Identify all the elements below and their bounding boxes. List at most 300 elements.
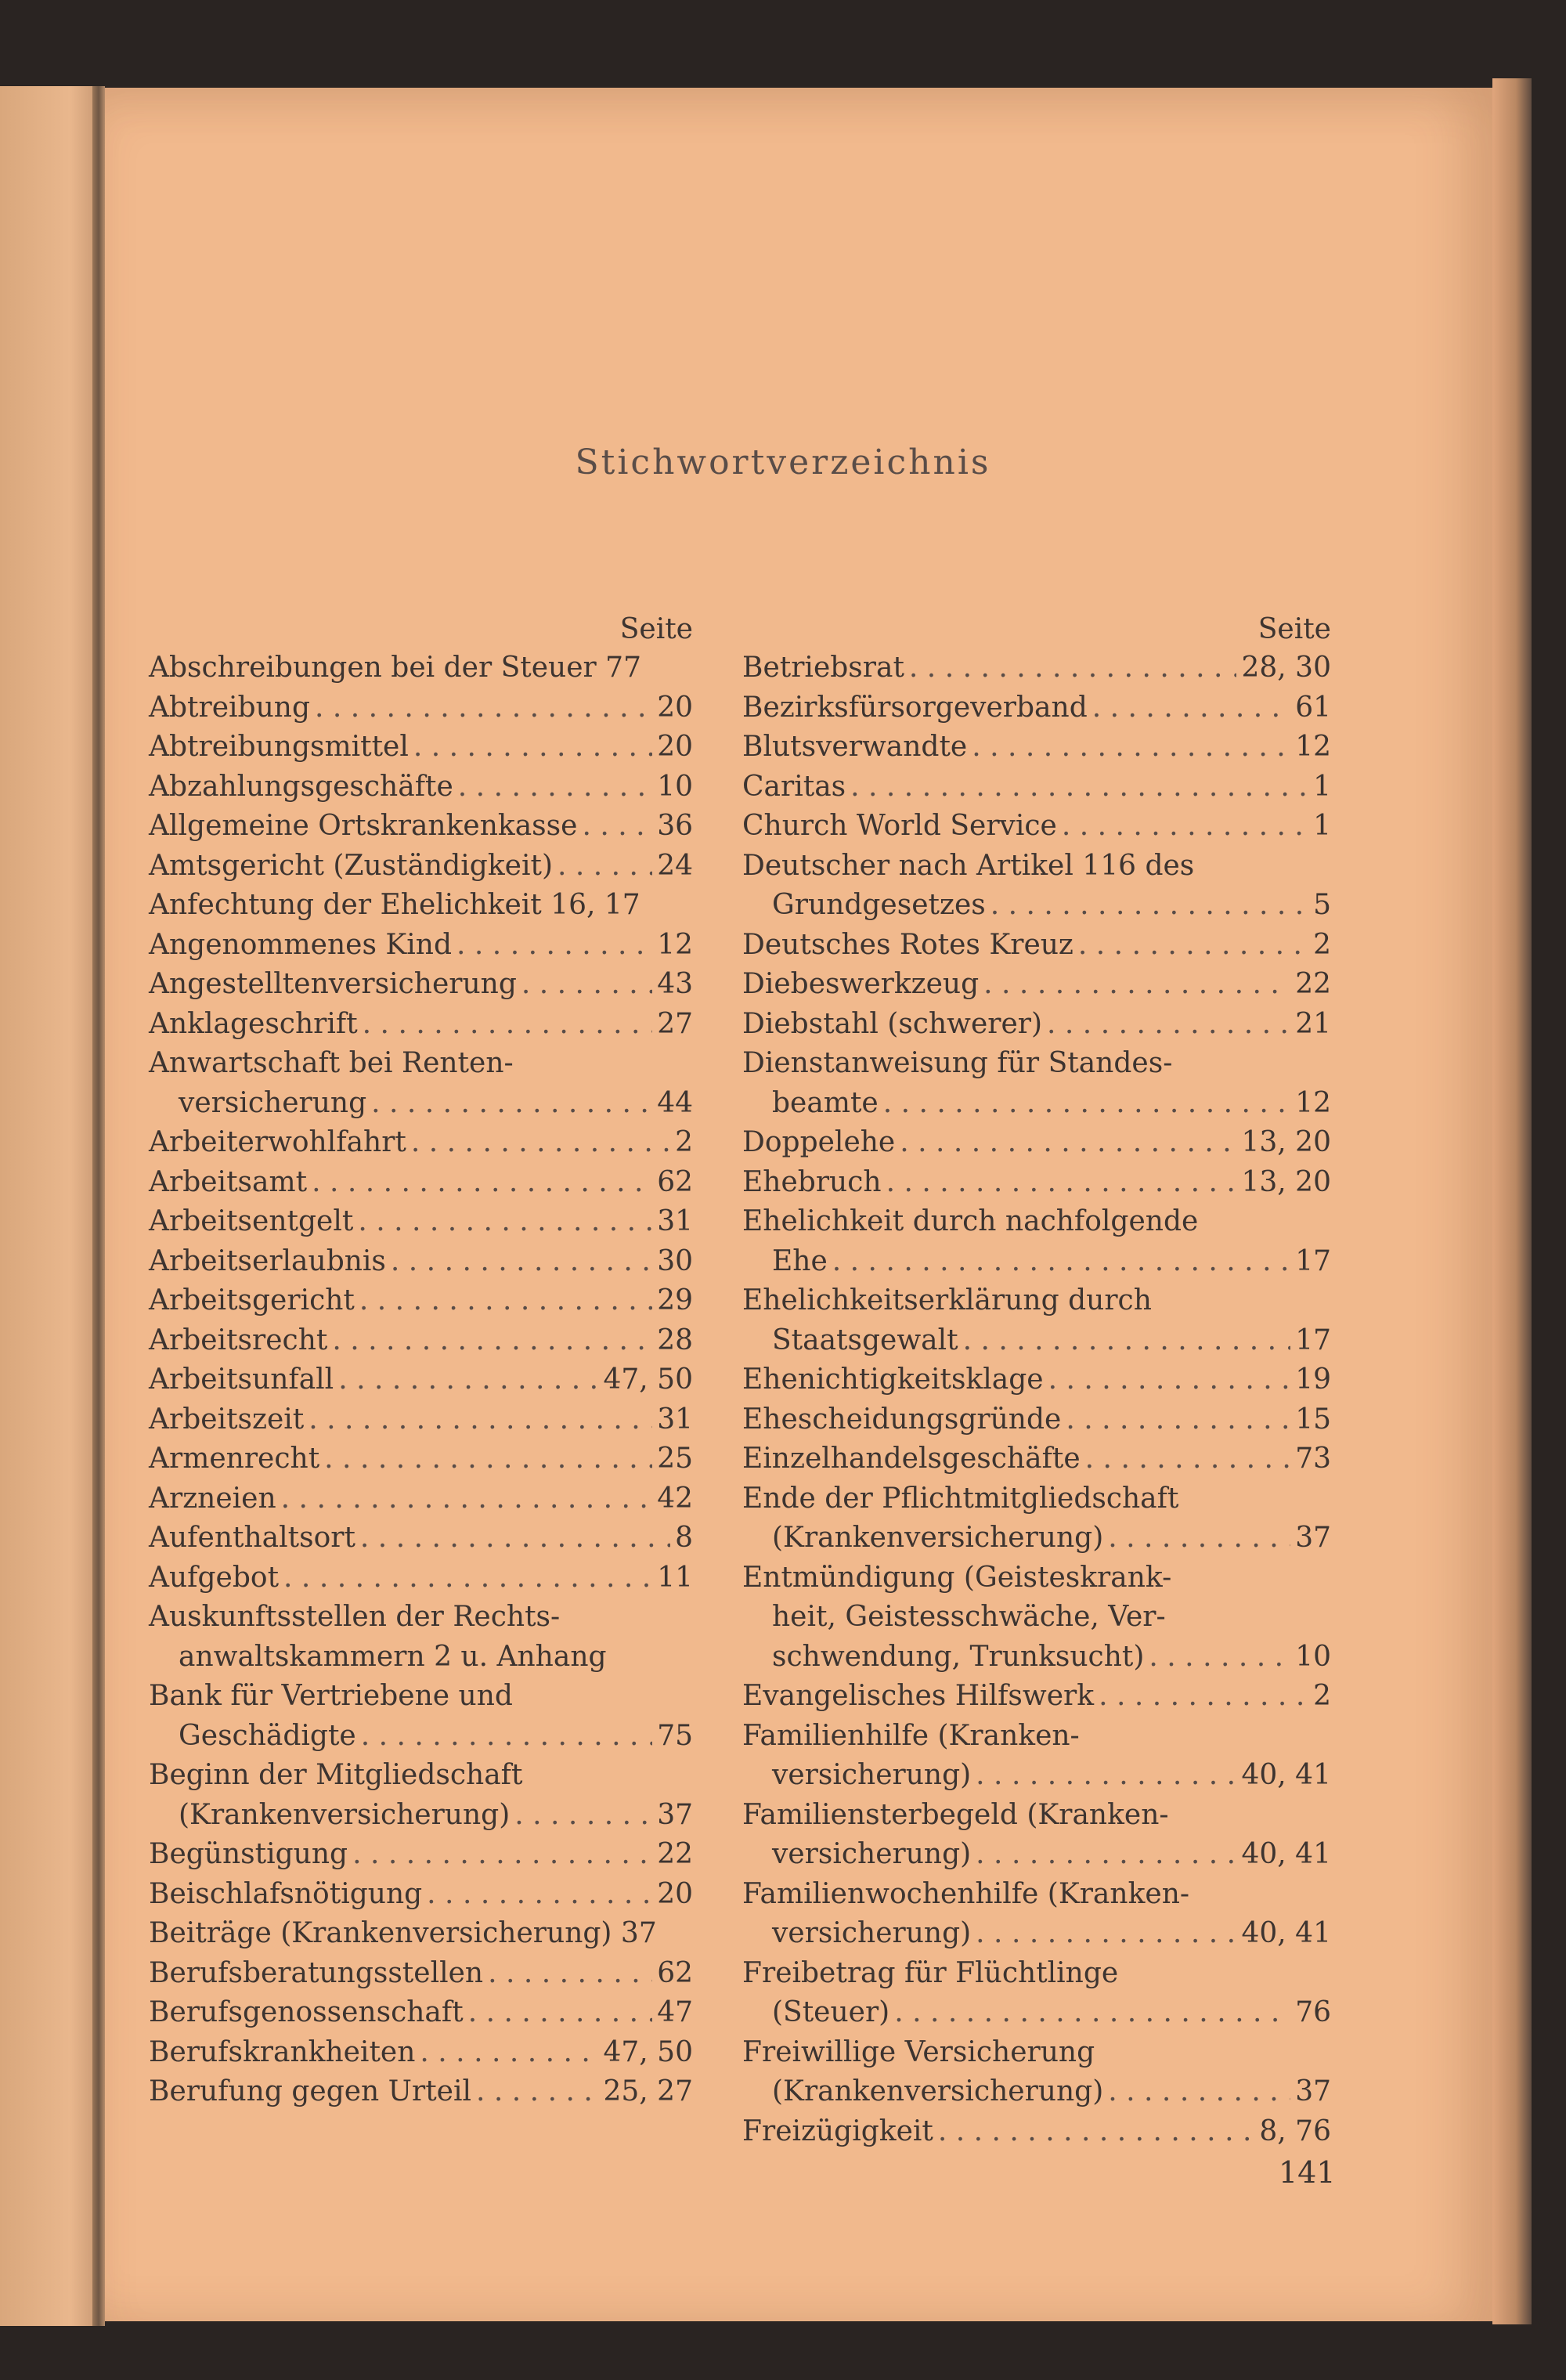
entry-line	[149, 767, 693, 807]
index-entry	[742, 1281, 1331, 1360]
page-reference: 2	[675, 1126, 693, 1158]
index-entry	[742, 1479, 1331, 1558]
page-reference: 1	[1313, 770, 1331, 803]
entry-term: Angenommenes Kind	[149, 928, 453, 961]
entry-term: Familienhilfe (Kranken-	[742, 1719, 1080, 1752]
entry-term: Arbeitsentgelt	[149, 1205, 354, 1237]
dot-leader	[1099, 1677, 1308, 1717]
entry-term: Bank für Vertriebene und	[149, 1680, 513, 1712]
dot-leader	[850, 767, 1308, 807]
page-reference: 37	[1295, 2075, 1331, 2107]
dot-leader	[972, 728, 1290, 767]
page-reference: 40, 41	[1241, 1838, 1331, 1870]
entry-continuation: versicherung	[179, 1086, 367, 1119]
page-reference: 12	[1295, 731, 1331, 763]
entry-line	[149, 1321, 693, 1361]
index-entry	[742, 688, 1331, 728]
page-reference: 17	[1295, 1324, 1331, 1356]
dot-leader	[1108, 2072, 1290, 2112]
index-entry	[149, 1242, 693, 1282]
entry-term: Arbeitszeit	[149, 1403, 305, 1436]
entry-continuation: Grundgesetzes	[772, 889, 986, 921]
page-reference: 47, 50	[603, 1363, 693, 1396]
entry-line	[149, 1044, 693, 1084]
entry-line	[742, 1993, 1331, 2033]
index-entry	[149, 648, 693, 688]
page-reference: 25	[657, 1443, 693, 1475]
index-entry	[742, 1005, 1331, 1045]
dot-leader	[427, 1875, 652, 1915]
index-entry	[149, 1677, 693, 1756]
entry-line	[742, 1044, 1331, 1084]
page-reference: 47	[657, 1996, 693, 2028]
index-entry	[742, 1202, 1331, 1281]
page-reference: 8	[675, 1522, 693, 1554]
index-column-right	[742, 611, 1331, 2151]
index-entry	[149, 1756, 693, 1835]
page-reference: 10	[1295, 1640, 1331, 1673]
entry-line	[149, 648, 693, 688]
entry-term: Dienstanweisung für Standes-	[742, 1047, 1173, 1079]
page-reference: 22	[657, 1838, 693, 1870]
entry-line	[149, 688, 693, 728]
page-reference: 17	[1295, 1244, 1331, 1277]
entry-term: Ehelichkeit durch nachfolgende	[742, 1205, 1199, 1237]
entry-term: Beiträge (Krankenversicherung) 37	[149, 1917, 657, 1949]
dot-leader	[476, 2072, 598, 2112]
entry-line	[149, 965, 693, 1005]
dot-leader	[990, 886, 1308, 926]
entry-line	[742, 1756, 1331, 1796]
entry-continuation: Geschädigte	[179, 1719, 356, 1752]
entry-line	[742, 1954, 1331, 1994]
entry-line	[742, 1717, 1331, 1757]
column-header: Seite	[619, 613, 693, 645]
entry-term: Arbeitserlaubnis	[149, 1244, 386, 1277]
entry-line	[742, 1242, 1331, 1282]
entry-line	[742, 767, 1331, 807]
index-entry	[149, 2033, 693, 2073]
index-entry	[149, 728, 693, 767]
page-reference: 31	[657, 1403, 693, 1436]
index-entry	[149, 926, 693, 966]
entry-line	[742, 1084, 1331, 1124]
page-reference: 28, 30	[1241, 652, 1331, 684]
page-reference: 29	[657, 1284, 693, 1316]
entry-term: Ende der Pflichtmitgliedschaft	[742, 1482, 1179, 1515]
index-entry	[149, 886, 693, 926]
page-reference: 13, 20	[1241, 1165, 1331, 1198]
page-reference: 19	[1295, 1363, 1331, 1396]
entry-list	[149, 648, 693, 2112]
index-entry	[742, 807, 1331, 847]
entry-line	[742, 1875, 1331, 1915]
dot-leader	[315, 688, 652, 728]
page-reference: 2	[1313, 928, 1331, 961]
entry-term: Berufung gegen Urteil	[149, 2075, 472, 2107]
index-column-left	[149, 611, 693, 2112]
page-reference: 31	[657, 1205, 693, 1237]
page-reference: 21	[1295, 1007, 1331, 1040]
entry-term: Berufskrankheiten	[149, 2035, 416, 2068]
index-entry	[149, 807, 693, 847]
entry-line	[149, 1202, 693, 1242]
entry-continuation: (Krankenversicherung)	[772, 1522, 1104, 1554]
index-entry	[742, 767, 1331, 807]
page-reference: 37	[1295, 1522, 1331, 1554]
page-reference: 10	[657, 770, 693, 803]
dot-leader	[1047, 1005, 1290, 1045]
dot-leader	[976, 1756, 1236, 1796]
entry-line	[149, 1439, 693, 1479]
entry-line	[742, 926, 1331, 966]
index-entry	[149, 1321, 693, 1361]
entry-term: Abzahlungsgeschäfte	[149, 770, 453, 803]
entry-term: Church World Service	[742, 810, 1057, 842]
dot-leader	[359, 1281, 652, 1321]
entry-term: Begünstigung	[149, 1838, 348, 1870]
dot-leader	[1062, 807, 1308, 847]
page-reference: 12	[1295, 1086, 1331, 1119]
entry-term: Arbeitsamt	[149, 1165, 308, 1198]
entry-term: Freibetrag für Flüchtlinge	[742, 1956, 1119, 1989]
index-entry	[149, 1400, 693, 1440]
entry-term: Ehelichkeitserklärung durch	[742, 1284, 1152, 1316]
entry-term: Freizügigkeit	[742, 2115, 933, 2147]
dot-leader	[363, 1005, 653, 1045]
index-entry	[149, 1519, 693, 1558]
index-entry	[742, 1400, 1331, 1440]
dot-leader	[1078, 926, 1308, 966]
entry-line	[149, 1993, 693, 2033]
index-entry	[742, 1439, 1331, 1479]
entry-line	[149, 1638, 693, 1678]
entry-term: Deutsches Rotes Kreuz	[742, 928, 1073, 961]
index-entry	[149, 1993, 693, 2033]
index-entry	[742, 926, 1331, 966]
dot-leader	[557, 847, 652, 887]
dot-leader	[1108, 1519, 1290, 1558]
entry-line	[149, 1360, 693, 1400]
page-number: 141	[1279, 2155, 1336, 2190]
index-entry	[742, 1677, 1331, 1717]
page-reference: 73	[1295, 1443, 1331, 1475]
dot-leader	[352, 1835, 652, 1875]
index-entry	[742, 965, 1331, 1005]
entry-term: Armenrecht	[149, 1443, 320, 1475]
index-entry	[149, 1835, 693, 1875]
page-reference: 40, 41	[1241, 1917, 1331, 1949]
dot-leader	[309, 1400, 652, 1440]
entry-line	[742, 1835, 1331, 1875]
dot-leader	[458, 767, 652, 807]
index-entry	[149, 767, 693, 807]
entry-line	[742, 1163, 1331, 1203]
index-entry	[742, 728, 1331, 767]
dot-leader	[332, 1321, 652, 1361]
entry-term: Anklageschrift	[149, 1007, 358, 1040]
dot-leader	[832, 1242, 1290, 1282]
entry-line	[742, 688, 1331, 728]
entry-term: Entmündigung (Geisteskrank-	[742, 1561, 1172, 1594]
entry-line	[149, 1400, 693, 1440]
entry-term: Bezirksfürsorgeverband	[742, 691, 1088, 724]
index-entry	[149, 688, 693, 728]
entry-line	[742, 965, 1331, 1005]
index-entry	[149, 1360, 693, 1400]
column-header: Seite	[1257, 613, 1331, 645]
index-entry	[742, 1123, 1331, 1163]
entry-continuation: versicherung)	[772, 1838, 972, 1870]
entry-line	[149, 1242, 693, 1282]
index-entry	[149, 1954, 693, 1994]
entry-line	[149, 1281, 693, 1321]
index-entry	[149, 847, 693, 887]
index-entry	[742, 2112, 1331, 2152]
dot-leader	[488, 1954, 652, 1994]
page-reference: 62	[657, 1165, 693, 1198]
entry-line	[742, 886, 1331, 926]
entry-continuation: versicherung)	[772, 1759, 972, 1791]
entry-continuation: beamte	[772, 1086, 879, 1119]
entry-line	[149, 1875, 693, 1915]
entry-term: Doppelehe	[742, 1126, 896, 1158]
dot-leader	[1085, 1439, 1291, 1479]
page-reference: 27	[657, 1007, 693, 1040]
page-stack-edge	[1492, 78, 1532, 2324]
entry-continuation: (Krankenversicherung)	[179, 1798, 511, 1831]
entry-term: Diebeswerkzeug	[742, 968, 980, 1000]
entry-term: Abtreibung	[149, 691, 310, 724]
index-entry	[149, 1123, 693, 1163]
dot-leader	[338, 1360, 598, 1400]
entry-line	[742, 1598, 1331, 1638]
entry-term: Arbeitsunfall	[149, 1363, 334, 1396]
entry-line	[742, 1400, 1331, 1440]
entry-term: Arbeitsgericht	[149, 1284, 355, 1316]
index-entry	[149, 1914, 693, 1954]
dot-leader	[324, 1439, 652, 1479]
index-entry	[149, 1163, 693, 1203]
dot-leader	[886, 1163, 1237, 1203]
dot-leader	[521, 965, 652, 1005]
entry-term: Abschreibungen bei der Steuer 77	[149, 652, 641, 684]
index-entry	[149, 1439, 693, 1479]
entry-term: Berufsberatungsstellen	[149, 1956, 484, 1989]
entry-line	[149, 1163, 693, 1203]
index-entry	[742, 847, 1331, 926]
entry-line	[742, 2072, 1331, 2112]
index-entry	[742, 1360, 1331, 1400]
entry-term: Amtsgericht (Zuständigkeit)	[149, 849, 553, 882]
index-entry	[149, 1005, 693, 1045]
entry-line	[742, 1005, 1331, 1045]
entry-line	[149, 886, 693, 926]
entry-line	[149, 728, 693, 767]
entry-line	[742, 1321, 1331, 1361]
page-reference: 22	[1295, 968, 1331, 1000]
entry-line	[742, 807, 1331, 847]
entry-term: Deutscher nach Artikel 116 des	[742, 849, 1195, 882]
entry-term: Arbeitsrecht	[149, 1324, 328, 1356]
page-reference: 24	[657, 849, 693, 882]
index-entry	[742, 1954, 1331, 2033]
entry-line	[149, 2033, 693, 2073]
entry-line	[742, 1519, 1331, 1558]
dot-leader	[582, 807, 652, 847]
entry-continuation: Staatsgewalt	[772, 1324, 958, 1356]
entry-term: Berufsgenossenschaft	[149, 1996, 464, 2028]
entry-line	[742, 1281, 1331, 1321]
entry-line	[742, 648, 1331, 688]
entry-line	[149, 847, 693, 887]
entry-line	[149, 2072, 693, 2112]
dot-leader	[456, 926, 652, 966]
dot-leader	[1092, 688, 1290, 728]
dot-leader	[900, 1123, 1236, 1163]
index-entry	[742, 648, 1331, 688]
page-reference: 13, 20	[1241, 1126, 1331, 1158]
entry-line	[149, 1677, 693, 1717]
index-entry	[149, 1598, 693, 1677]
entry-term: Freiwillige Versicherung	[742, 2035, 1095, 2068]
entry-line	[149, 1519, 693, 1558]
entry-term: Beischlafsnötigung	[149, 1877, 423, 1910]
index-entry	[742, 1875, 1331, 1954]
dot-leader	[371, 1084, 652, 1124]
page-reference: 36	[657, 810, 693, 842]
entry-line	[742, 2033, 1331, 2073]
entry-term: Ehenichtigkeitsklage	[742, 1363, 1044, 1396]
page-reference: 76	[1295, 1996, 1331, 2028]
entry-continuation: schwendung, Trunksucht)	[772, 1640, 1145, 1673]
page-reference: 44	[657, 1086, 693, 1119]
dot-leader	[358, 1202, 652, 1242]
entry-line	[149, 1756, 693, 1796]
page-reference: 61	[1295, 691, 1331, 724]
entry-line	[742, 1677, 1331, 1717]
entry-line	[149, 1598, 693, 1638]
entry-continuation: versicherung)	[772, 1917, 972, 1949]
dot-leader	[281, 1479, 653, 1519]
entry-term: Aufgebot	[149, 1561, 280, 1594]
entry-term: Auskunftsstellen der Rechts-	[149, 1601, 561, 1633]
entry-line	[149, 1005, 693, 1045]
dot-leader	[468, 1993, 653, 2033]
dot-leader	[1149, 1638, 1290, 1678]
dot-leader	[909, 648, 1237, 688]
dot-leader	[1066, 1400, 1290, 1440]
dot-leader	[361, 1717, 652, 1757]
page-reference: 20	[657, 691, 693, 724]
entry-term: Blutsverwandte	[742, 731, 968, 763]
entry-line	[149, 1717, 693, 1757]
dot-leader	[413, 728, 652, 767]
dot-leader	[883, 1084, 1290, 1124]
entry-line	[149, 1796, 693, 1836]
page-reference: 40, 41	[1241, 1759, 1331, 1791]
dot-leader	[514, 1796, 652, 1836]
entry-term: Caritas	[742, 770, 846, 803]
entry-line	[742, 1439, 1331, 1479]
entry-term: Anfechtung der Ehelichkeit 16, 17	[149, 889, 640, 921]
entry-line	[742, 1558, 1331, 1598]
index-entry	[149, 1558, 693, 1598]
entry-term: Familiensterbegeld (Kranken-	[742, 1798, 1169, 1831]
entry-line	[742, 2112, 1331, 2152]
entry-term: Betriebsrat	[742, 652, 904, 684]
entry-line	[149, 926, 693, 966]
entry-continuation: anwaltskammern 2 u. Anhang	[179, 1640, 607, 1673]
previous-page-edge	[0, 86, 100, 2326]
index-entry	[149, 1202, 693, 1242]
dot-leader	[411, 1123, 670, 1163]
entry-line	[742, 1914, 1331, 1954]
page-reference: 20	[657, 731, 693, 763]
entry-line	[742, 847, 1331, 887]
index-entry	[742, 1717, 1331, 1796]
index-entry	[149, 1875, 693, 1915]
entry-line	[742, 1123, 1331, 1163]
dot-leader	[360, 1519, 670, 1558]
page-title: Stichwortverzeichnis	[575, 442, 991, 482]
index-entry	[149, 1044, 693, 1123]
entry-continuation: heit, Geistesschwäche, Ver-	[772, 1601, 1166, 1633]
entry-term: Arbeiterwohlfahrt	[149, 1126, 406, 1158]
page-reference: 42	[657, 1482, 693, 1515]
entry-line	[149, 1558, 693, 1598]
entry-term: Ehebruch	[742, 1165, 882, 1198]
entry-term: Einzelhandelsgeschäfte	[742, 1443, 1081, 1475]
entry-line	[149, 1914, 693, 1954]
entry-term: Aufenthaltsort	[149, 1522, 355, 1554]
page-reference: 5	[1313, 889, 1331, 921]
page-reference: 47, 50	[603, 2035, 693, 2068]
entry-continuation: (Steuer)	[772, 1996, 890, 2028]
entry-term: Familienwochenhilfe (Kranken-	[742, 1877, 1190, 1910]
entry-line	[742, 728, 1331, 767]
dot-leader	[391, 1242, 652, 1282]
index-entry	[149, 2072, 693, 2112]
dot-leader	[312, 1163, 652, 1203]
entry-term: Anwartschaft bei Renten-	[149, 1047, 514, 1079]
page-reference: 2	[1313, 1680, 1331, 1712]
entry-term: Allgemeine Ortskrankenkasse	[149, 810, 578, 842]
page-reference: 25, 27	[603, 2075, 693, 2107]
page-reference: 43	[657, 968, 693, 1000]
index-entry	[742, 1558, 1331, 1678]
dot-leader	[938, 2112, 1255, 2152]
index-entry	[742, 2033, 1331, 2112]
page-reference: 15	[1295, 1403, 1331, 1436]
entry-line	[149, 807, 693, 847]
dot-leader	[976, 1835, 1236, 1875]
entry-line	[149, 1835, 693, 1875]
entry-term: Arzneien	[149, 1482, 276, 1515]
index-entry	[742, 1044, 1331, 1123]
index-entry	[742, 1163, 1331, 1203]
index-entry	[149, 1479, 693, 1519]
entry-line	[149, 1954, 693, 1994]
dot-leader	[420, 2033, 598, 2073]
index-entry	[149, 965, 693, 1005]
entry-line	[149, 1084, 693, 1124]
entry-term: Diebstahl (schwerer)	[742, 1007, 1043, 1040]
entry-continuation: (Krankenversicherung)	[772, 2075, 1104, 2107]
page-reference: 62	[657, 1956, 693, 1989]
page-reference: 12	[657, 928, 693, 961]
page-reference: 8, 76	[1259, 2115, 1331, 2147]
